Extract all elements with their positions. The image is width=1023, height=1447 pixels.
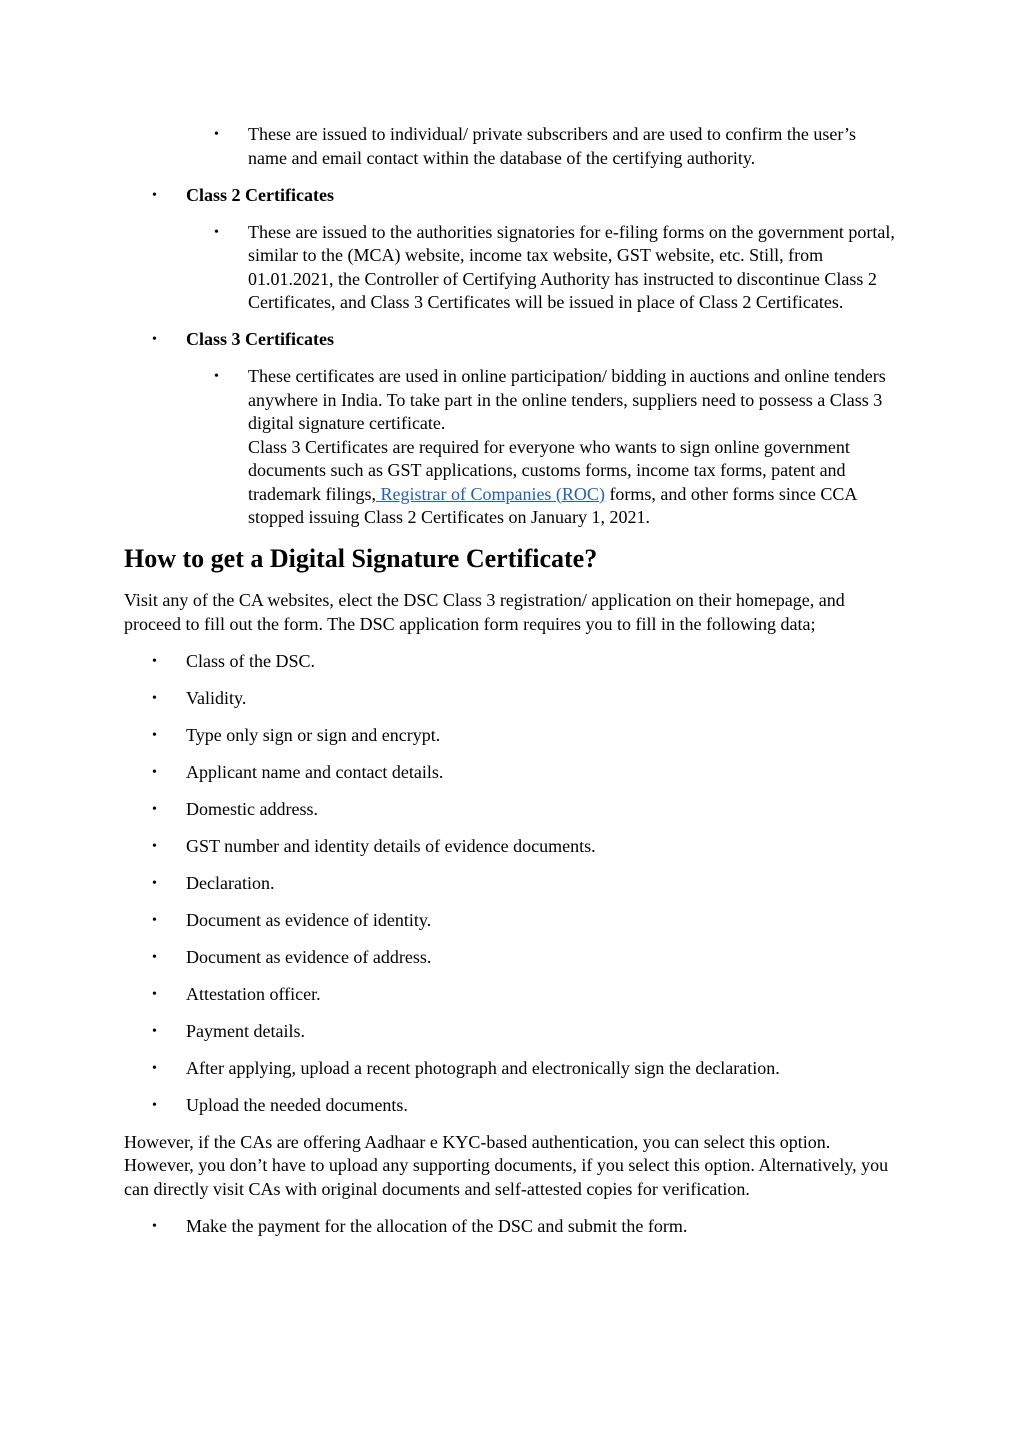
list-item-text: These are issued to individual/ private subscribers and are used to confirm the user’s name and email contact within the database of the certifying authority. (248, 124, 856, 168)
bullet-icon: • (152, 1218, 157, 1234)
list-item-text: Validity. (186, 687, 247, 708)
list-item (124, 761, 899, 785)
bullet-icon: • (152, 875, 157, 891)
list-item (124, 983, 899, 1007)
list-item-text: After applying, upload a recent photograph and electronically sign the declaration. (186, 1057, 780, 1078)
list-item (124, 798, 899, 822)
class2-list (124, 184, 899, 208)
list-item-text: Declaration. (186, 872, 275, 893)
list-item (124, 221, 899, 315)
bullet-icon: • (152, 690, 157, 706)
list-item-text: Domestic address. (186, 798, 318, 819)
roc-link[interactable]: Registrar of Companies (ROC) (375, 483, 605, 504)
class2-sub-list (124, 221, 899, 315)
class-title: Class 3 Certificates (186, 329, 334, 349)
bullet-icon: • (214, 127, 219, 142)
bullet-icon: • (152, 1023, 157, 1039)
list-item-text: Upload the needed documents. (186, 1094, 408, 1115)
list-item (124, 724, 899, 748)
class3-sub-list (124, 365, 899, 530)
section-heading: How to get a Digital Signature Certificate? (124, 544, 598, 573)
list-item-text: Attestation officer. (186, 983, 321, 1004)
list-item-text: Applicant name and contact details. (186, 761, 444, 782)
bullet-icon: • (152, 727, 157, 743)
list-item-text: Type only sign or sign and encrypt. (186, 724, 441, 745)
bullet-icon: • (152, 332, 157, 347)
list-item-text: Document as evidence of identity. (186, 909, 432, 930)
list-item (124, 1215, 899, 1239)
bullet-icon: • (152, 764, 157, 780)
list-item (124, 872, 899, 896)
bullet-icon: • (214, 224, 219, 240)
list-item-text: These certificates are used in online participation/ bidding in auctions and online tenders anywhere in India. To take part in the online tenders, suppliers need to possess a Class 3 digital signature certificate. (248, 366, 886, 433)
list-item (124, 1057, 899, 1081)
list-item (124, 650, 899, 674)
final-list (124, 1215, 899, 1239)
list-item (124, 687, 899, 711)
bullet-icon: • (214, 369, 219, 384)
class-title: Class 2 Certificates (186, 184, 334, 205)
document-content (124, 123, 899, 1252)
list-item (124, 835, 899, 859)
bullet-icon: • (152, 949, 157, 965)
list-item (124, 909, 899, 933)
bullet-icon: • (152, 187, 157, 203)
class3-list (124, 328, 899, 352)
bullet-icon: • (152, 1060, 157, 1076)
bullet-icon: • (152, 912, 157, 928)
bullet-icon: • (152, 838, 157, 854)
class1-sub-list (124, 123, 899, 170)
bullet-icon: • (152, 653, 157, 669)
list-item-text: Payment details. (186, 1020, 305, 1041)
requirements-list (124, 650, 899, 1118)
bullet-icon: • (152, 1097, 157, 1113)
list-item-text: Make the payment for the allocation of the DSC and submit the form. (186, 1215, 688, 1236)
list-item (124, 1020, 899, 1044)
list-item (124, 946, 899, 970)
list-item-text: Class of the DSC. (186, 650, 316, 671)
bullet-icon: • (152, 801, 157, 817)
list-item-text: GST number and identity details of evidence documents. (186, 835, 596, 856)
bullet-icon: • (152, 986, 157, 1002)
list-item (124, 1094, 899, 1118)
list-item-text-end: forms, and other forms since CCA stopped issuing Class 2 Certificates on January 1, 2021. (248, 483, 857, 527)
list-item (124, 365, 899, 530)
closing-paragraph: However, if the CAs are offering Aadhaar e KYC-based authentication, you can select this option. However, you don’t have to upload any supporting documents, if you select this option. Alternatively, you can directly visit CAs with original documents and self-attested copies for verification. (124, 1131, 889, 1199)
class-title-item (124, 184, 899, 208)
intro-paragraph: Visit any of the CA websites, elect the DSC Class 3 registration/ application on their homepage, and proceed to fill out the form. The DSC application form requires you to fill in the following data; (124, 590, 845, 634)
class-title-item (124, 328, 899, 352)
list-item-text: Document as evidence of address. (186, 946, 432, 967)
list-item-text-continued: Class 3 Certificates are required for everyone who wants to sign online government documents such as GST applications, customs forms, income tax forms, patent and trademark filings, (248, 436, 850, 504)
list-item-text: These are issued to the authorities signatories for e-filing forms on the government portal, similar to the (MCA) website, income tax website, GST website, etc. Still, from 01.01.2021, the Controller of Certifying Authority has instructed to discontinue Class 2 Certificates, and Class 3 Certificates will be issued in place of Class 2 Certificates. (248, 221, 895, 312)
list-item (124, 123, 899, 170)
